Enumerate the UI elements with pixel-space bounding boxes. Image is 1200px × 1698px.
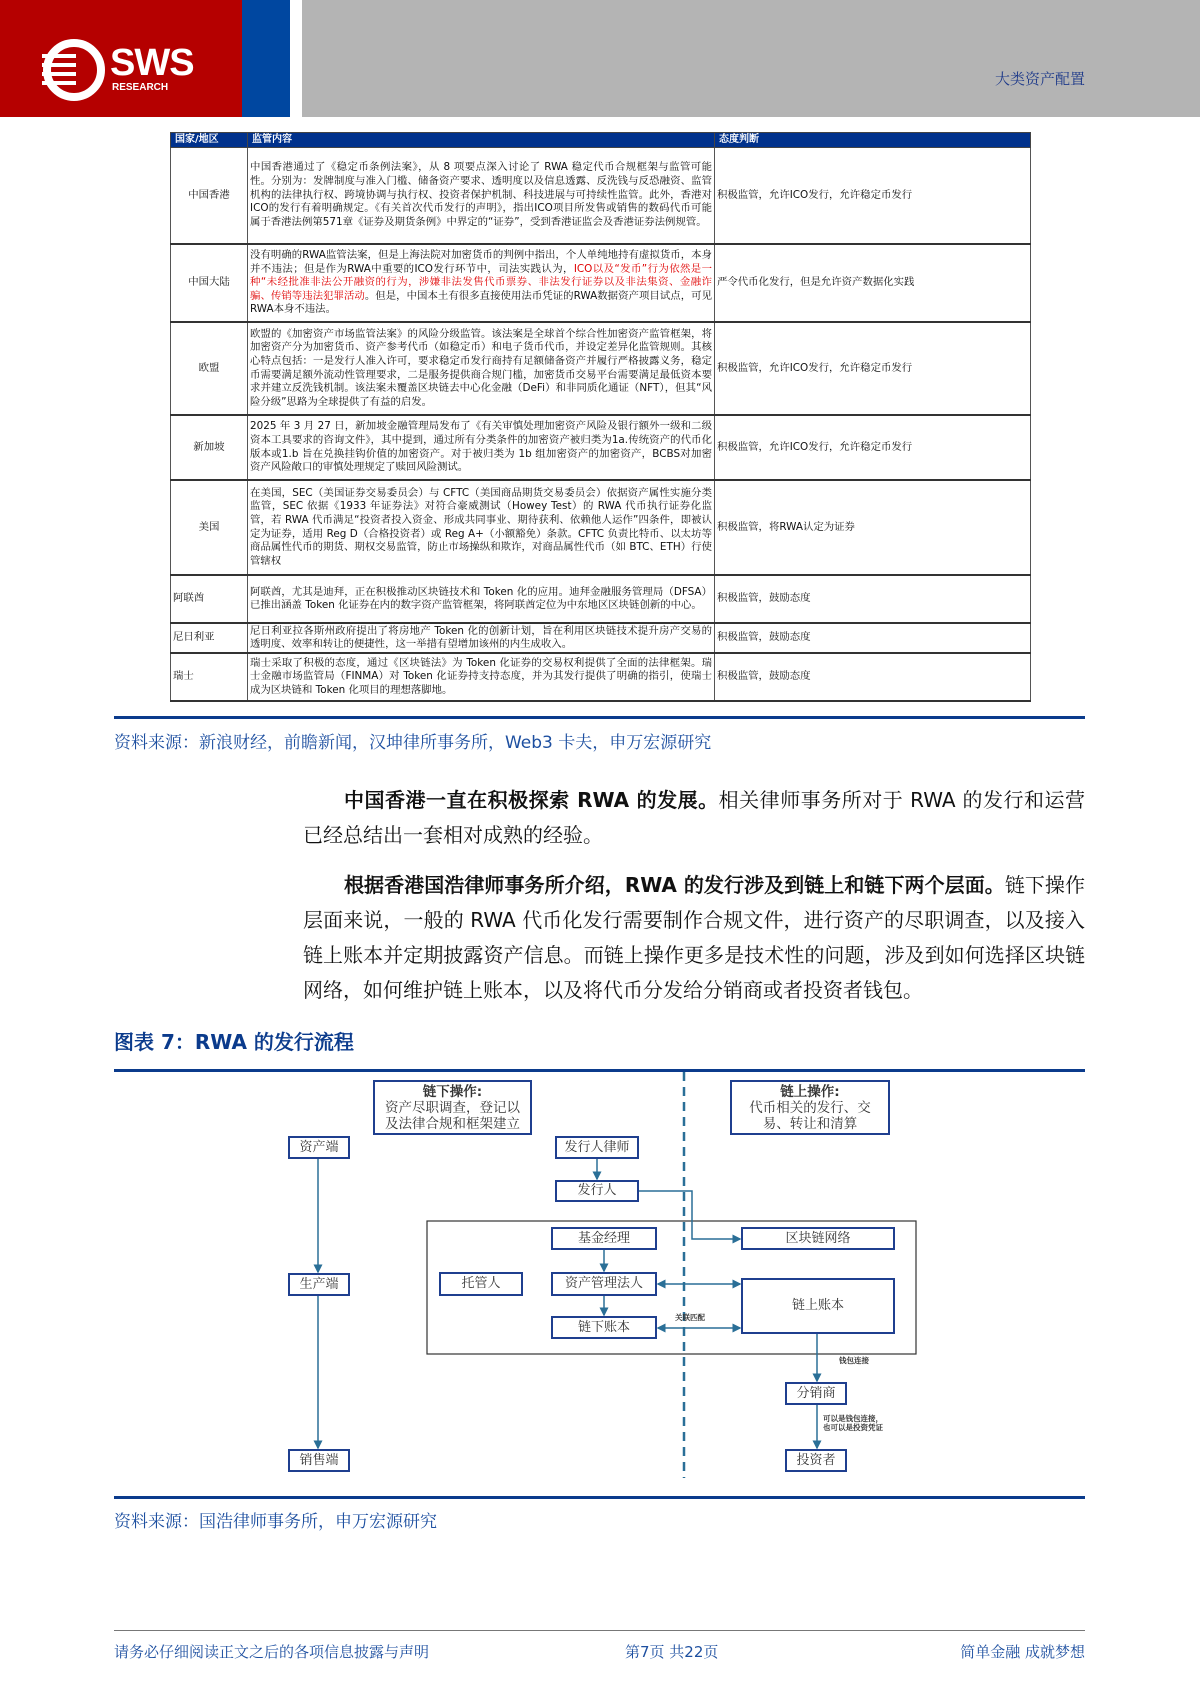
content-text: 尼日利亚拉各斯州政府提出了将房地产 Token 化的创新计划，旨在利用区块链技术提升房产交易的透明度、效率和转让的便捷性，这一举措有望增加该州的内生成收入。 xyxy=(250,624,712,651)
node-distributor: 分销商 xyxy=(785,1382,847,1405)
section-name: 大类资产配置 xyxy=(994,70,1085,88)
paragraph-text: 相关律师事务所对于 RWA 的发行和运营已经总结出一套相对成熟的经验。 xyxy=(303,788,1085,847)
cell-region: 瑞士 xyxy=(171,653,248,701)
node-sales-end: 销售端 xyxy=(288,1449,350,1472)
table-row xyxy=(171,653,1031,701)
table-header-row xyxy=(171,133,1031,148)
footer-page-number: 第7页 共22页 xyxy=(625,1643,719,1661)
sws-logo-icon xyxy=(42,38,106,102)
node-production-end: 生产端 xyxy=(288,1273,350,1296)
cell-content xyxy=(248,244,715,322)
cell-stance: 严令代币化发行，但是允许资产数据化实践 xyxy=(715,244,1031,322)
cell-content xyxy=(248,480,715,575)
label-match: 关联匹配 xyxy=(675,1313,705,1322)
sws-logo xyxy=(42,38,212,102)
cell-region: 欧盟 xyxy=(171,322,248,415)
cell-stance: 积极监管，允许ICO发行，允许稳定币发行 xyxy=(715,322,1031,415)
paragraph-hk xyxy=(303,783,1085,853)
paragraph-lead: 中国香港一直在积极探索 RWA 的发展。 xyxy=(344,788,719,812)
figure-top-rule xyxy=(114,1069,1085,1072)
table-source: 资料来源：新浪财经，前瞻新闻，汉坤律所事务所，Web3 卡夫，申万宏源研究 xyxy=(114,733,712,753)
table-row xyxy=(171,575,1031,623)
table-row xyxy=(171,623,1031,653)
onchain-title: 链上操作: xyxy=(780,1083,840,1100)
content-text: 欧盟的《加密资产市场监管法案》的风险分级监管。该法案是全球首个综合性加密资产监管框架，将加密资产分为加密货币、资产参考代币（如稳定币）和电子货币代币，并设定差异化监管规则。其核心特点包括：一是发行人准入许可，要求稳定币发行商持有足额储备资产并履行严格披露义务，稳定币需要满足额外流动性管理要求，二是服务提供商合规门槛，加密货币交易平台需要满足最低资本要求并建立反洗钱机制。该法案未覆盖区块链去中心化金融（DeFi）和非同质化通证（NFT），但其“风险分级”思路为全球提供了有益的启发。 xyxy=(250,327,712,408)
content-text: 2025 年 3 月 27 日，新加坡金融管理局发布了《有关审慎处理加密资产风险及银行额外一级和二级资本工具要求的咨询文件》，其中提到，通过所有分类条件的加密资产被归类为1a.传统资产的代币化版本或1.b 旨在兑换挂钩价值的加密资产。对于被归类为 1b 组加密资产的加密资产，BCBS对加密资产风险敞口的审慎处理规定了赎回风险测试。 xyxy=(250,420,712,474)
cell-stance: 积极监管，允许ICO发行，允许稳定币发行 xyxy=(715,415,1031,480)
label-wallet-or-voucher xyxy=(823,1414,883,1432)
cell-stance: 积极监管，鼓励态度 xyxy=(715,623,1031,653)
content-text: 没有明确的RWA监管法案，但是上海法院对加密货币的判例中指出，个人单纯地持有虚拟货币，本身并不违法；但是作为RWA中重要的ICO发行环节中，司法实践认为， xyxy=(250,249,712,275)
node-issuer-lawyer: 发行人律师 xyxy=(555,1136,639,1159)
node-investor: 投资者 xyxy=(785,1449,847,1472)
cell-region: 尼日利亚 xyxy=(171,623,248,653)
header-blue-band xyxy=(242,0,290,117)
content-text: 阿联酋，尤其是迪拜，正在积极推动区块链技术和 Token 化的应用。迪拜金融服务管理局（DFSA）已推出涵盖 Token 化证券在内的数字资产监管框架，将阿联酋定位为中东地区区块链创新的中心。 xyxy=(250,585,712,612)
logo-subtext: RESEARCH xyxy=(112,82,169,93)
node-asset-mgmt-entity: 资产管理法人 xyxy=(551,1272,657,1296)
table-bottom-rule xyxy=(114,716,1085,719)
cell-stance: 积极监管，允许ICO发行，允许稳定币发行 xyxy=(715,147,1031,244)
cell-region: 中国大陆 xyxy=(171,244,248,322)
node-offchain-ledger: 链下账本 xyxy=(551,1316,657,1339)
node-fund-manager: 基金经理 xyxy=(551,1227,657,1250)
label-line: 也可以是投资凭证 xyxy=(823,1423,883,1432)
content-text: 。但是，中国本土有很多直接使用法币凭证的RWA数据资产项目试点，可见RWA本身不违法。 xyxy=(250,289,713,316)
node-blockchain-network: 区块链网络 xyxy=(741,1227,895,1250)
figure-source: 资料来源：国浩律师事务所，申万宏源研究 xyxy=(114,1512,437,1532)
label-line: 可以是钱包连接， xyxy=(823,1414,883,1423)
cell-content xyxy=(248,322,715,415)
node-asset-end: 资产端 xyxy=(288,1136,350,1159)
node-custodian: 托管人 xyxy=(439,1272,523,1296)
regulation-table xyxy=(170,132,1031,702)
cell-content xyxy=(248,415,715,480)
cell-region: 阿联酋 xyxy=(171,575,248,623)
footer-slogan: 简单金融 成就梦想 xyxy=(960,1643,1085,1661)
column-header: 国家/地区 xyxy=(171,133,248,148)
table-row xyxy=(171,415,1031,480)
content-text: 瑞士采取了积极的态度，通过《区块链法》为 Token 化证券的交易权利提供了全面的法律框架。瑞士金融市场监管局（FINMA）对 Token 化证券持支持态度，并为其发行提供了明确的指引，使瑞士成为区块链和 Token 化项目的理想落脚地。 xyxy=(250,656,712,696)
footer-rule xyxy=(114,1630,1085,1631)
cell-stance: 积极监管，将RWA认定为证券 xyxy=(715,480,1031,575)
table-row xyxy=(171,480,1031,575)
cell-stance: 积极监管，鼓励态度 xyxy=(715,653,1031,701)
onchain-operations-box xyxy=(730,1080,890,1135)
cell-content xyxy=(248,147,715,244)
cell-region: 新加坡 xyxy=(171,415,248,480)
table-row xyxy=(171,244,1031,322)
offchain-desc: 资产尽职调查，登记以及法律合规和框架建立 xyxy=(385,1099,520,1132)
paragraph-layers xyxy=(303,868,1085,1008)
highlighted-text: ICO以及“发币”行为依然是一种“未经批准非法公开融资的行为，涉嫌非法发售代币票券、非法发行证券以及非法集资、金融诈骗、传销等违法犯罪活动 xyxy=(250,262,712,302)
offchain-operations-box xyxy=(373,1080,532,1135)
column-header: 态度判断 xyxy=(715,133,1031,148)
cell-region: 中国香港 xyxy=(171,147,248,244)
table-row xyxy=(171,322,1031,415)
content-text: 中国香港通过了《稳定币条例法案》，从 8 项要点深入讨论了 RWA 稳定代币合规框架与监管可能性。分别为：发牌制度与准入门槛、储备资产要求、透明度以及信息透露、反洗钱与反恐融资、监管机构的法律执行权、跨境协调与执行权、投资者保护机制、科技进展与可持续性监管。此外，香港对ICO的发行有着明确规定。《有关首次代币发行的声明》，指出ICO项目所发售或销售的数码代币可能属于香港法例第571章《证券及期货条例》中界定的“证券”，受到香港证监会及香港证券法例规管。 xyxy=(250,161,712,228)
header-grey-band xyxy=(302,0,1200,117)
figure-bottom-rule xyxy=(114,1496,1085,1499)
figure-title: 图表 7：RWA 的发行流程 xyxy=(114,1030,354,1054)
column-header: 监管内容 xyxy=(248,133,715,148)
content-text: 在美国，SEC（美国证券交易委员会）与 CFTC（美国商品期货交易委员会）依据资产属性实施分类监管，SEC 依据《1933 年证券法》对符合豪威测试（Howey Test）的 RWA 代币执行证券化监管，若 RWA 代币满足“投资者投入资金、形成共同事业、期待获利、依赖他人运作”四条件，即被认定为证券，适用 Reg D（合格投资者）或 Reg A+（小额豁免）条款。CFTC 负责比特币、以太坊等商品属性代币的期货、期权交易监管，防止市场操纵和欺诈，对商品属性代币（如 BTC、ETH）行使管辖权 xyxy=(250,486,712,567)
cell-region: 美国 xyxy=(171,480,248,575)
footer-disclaimer: 请务必仔细阅读正文之后的各项信息披露与声明 xyxy=(114,1643,430,1661)
cell-content xyxy=(248,653,715,701)
node-issuer: 发行人 xyxy=(555,1180,639,1202)
paragraph-lead: 根据香港国浩律师事务所介绍，RWA 的发行涉及到链上和链下两个层面。 xyxy=(344,873,1005,897)
offchain-title: 链下操作: xyxy=(422,1083,483,1100)
logo-text: SWS xyxy=(110,42,194,84)
cell-content xyxy=(248,623,715,653)
table-row xyxy=(171,147,1031,244)
cell-content xyxy=(248,575,715,623)
label-wallet: 钱包连接 xyxy=(839,1356,869,1365)
cell-stance: 积极监管，鼓励态度 xyxy=(715,575,1031,623)
paragraph-text: 链下操作层面来说，一般的 RWA 代币化发行需要制作合规文件，进行资产的尽职调查，以及接入链上账本并定期披露资产信息。而链上操作更多是技术性的问题，涉及到如何选择区块链网络，如何维护链上账本，以及将代币分发给分销商或者投资者钱包。 xyxy=(303,873,1085,1002)
onchain-desc: 代币相关的发行、交易、转让和清算 xyxy=(749,1099,871,1132)
node-onchain-ledger: 链上账本 xyxy=(741,1278,895,1334)
